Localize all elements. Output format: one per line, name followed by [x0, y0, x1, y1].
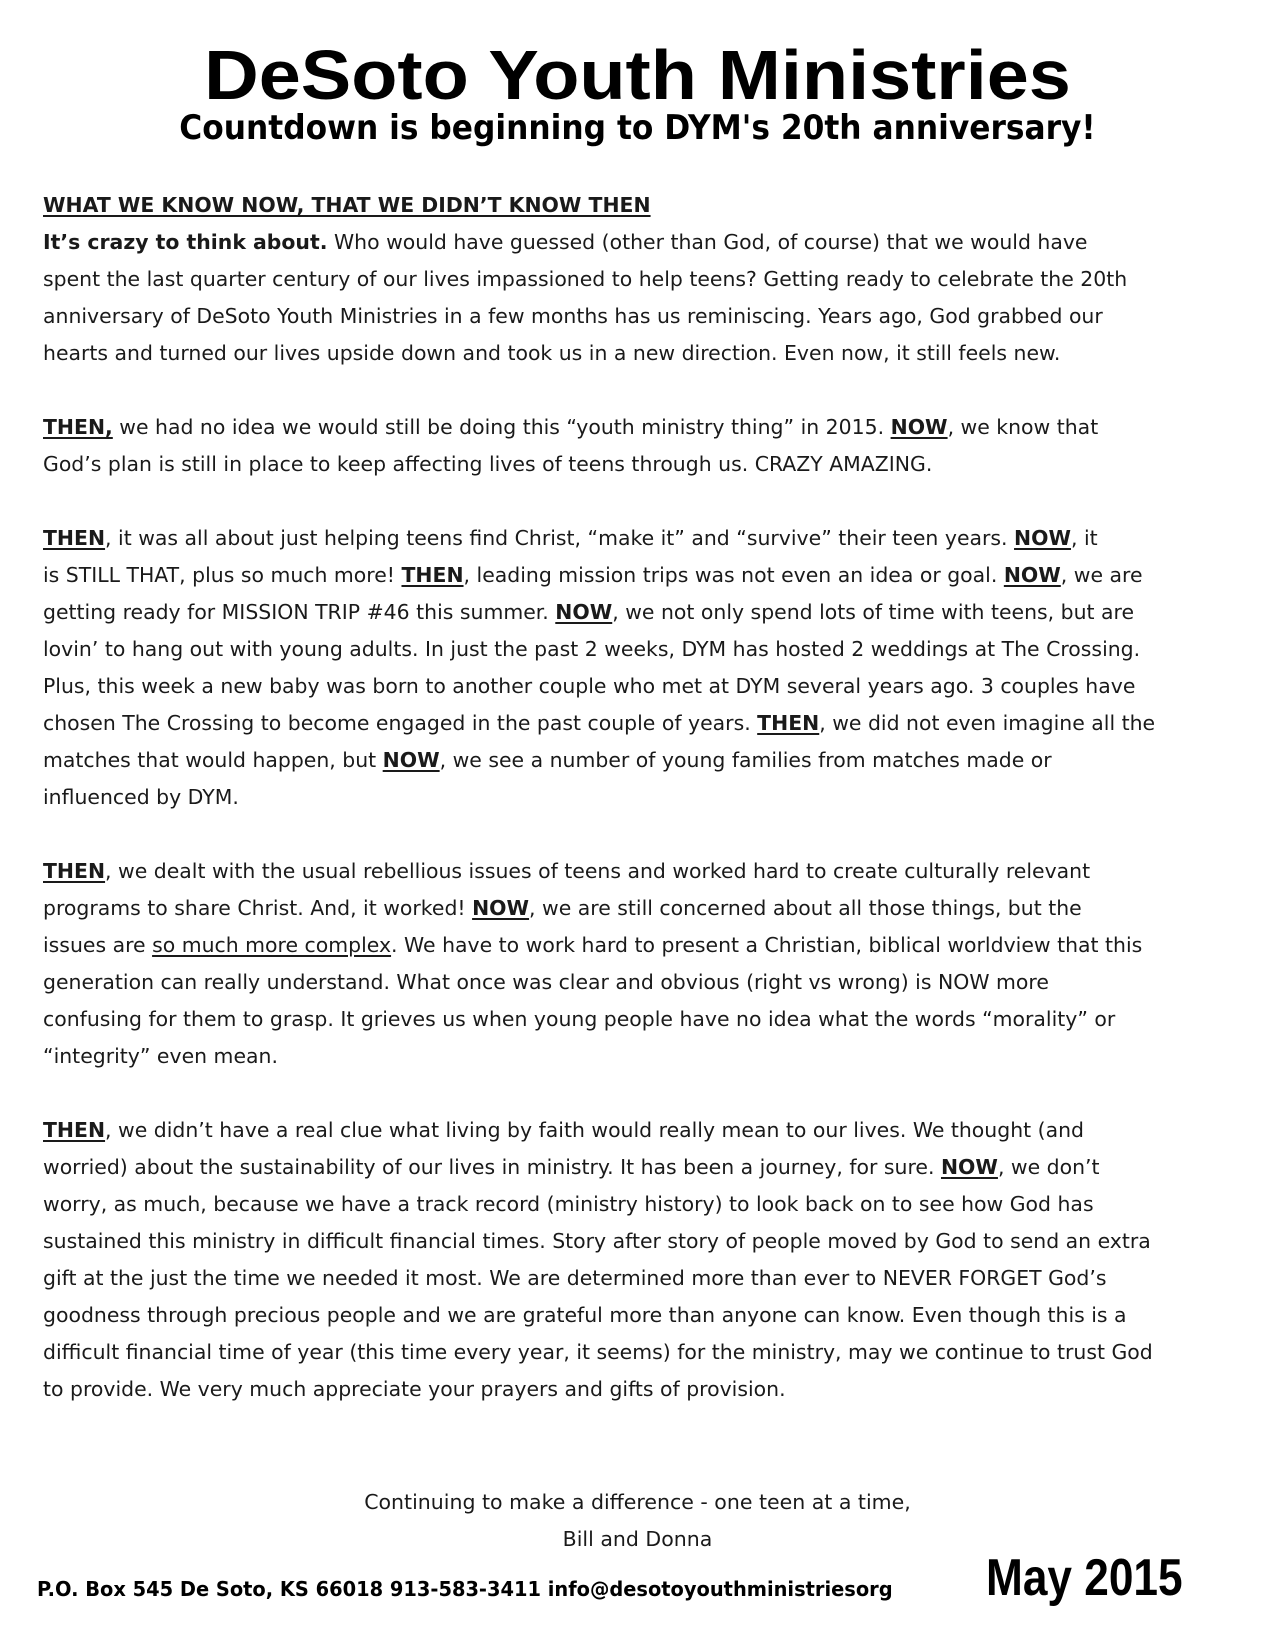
text: worried) about the sustainability of our lives in ministry. It has been a journey, for sure.	[43, 1155, 941, 1179]
then-keyword: THEN	[757, 711, 820, 735]
text: , we didn’t have a real clue what living by faith would really mean to our lives. We thought (and	[105, 1118, 1085, 1142]
paragraph-issues	[43, 853, 1243, 1075]
text: , we see a number of young families from matches made or	[439, 748, 1052, 772]
text-line: lovin’ to hang out with young adults. In just the past 2 weeks, DYM has hosted 2 weddings at The Crossing.	[43, 637, 1141, 661]
then-keyword: THEN,	[43, 415, 113, 439]
text: , we dealt with the usual rebellious issues of teens and worked hard to create culturally relevant	[105, 859, 1091, 883]
text-line: spent the last quarter century of our lives impassioned to help teens? Getting ready to celebrate the 20th	[43, 267, 1128, 291]
then-keyword: THEN	[401, 563, 464, 587]
text: getting ready for MISSION TRIP #46 this summer.	[43, 600, 556, 624]
closing-line: Continuing to make a difference - one teen at a time,	[364, 1490, 911, 1514]
text-line: generation can really understand. What once was clear and obvious (right vs wrong) is NOW more	[43, 970, 1049, 994]
text: Who would have guessed (other than God, of course) that we would have	[327, 230, 1088, 254]
text-line: goodness through precious people and we are grateful more than anyone can know. Even though this is a	[43, 1303, 1127, 1327]
now-keyword: NOW	[472, 896, 530, 920]
text-line: sustained this ministry in difficult financial times. Story after story of people moved by God to send an extra	[43, 1229, 1151, 1253]
text: chosen The Crossing to become engaged in the past couple of years.	[43, 711, 758, 735]
now-keyword: NOW	[1003, 563, 1061, 587]
now-keyword: NOW	[890, 415, 948, 439]
article-body	[43, 187, 1243, 1408]
text: . We have to work hard to present a Christian, biblical worldview that this	[391, 933, 1143, 957]
lead-sentence: It’s crazy to think about.	[43, 230, 328, 254]
text-line: hearts and turned our lives upside down and took us in a new direction. Even now, it still feels new.	[43, 341, 1061, 365]
text-line: worry, as much, because we have a track record (ministry history) to look back on to see how God has	[43, 1192, 1094, 1216]
then-keyword: THEN	[43, 859, 106, 883]
text: , leading mission trips was not even an idea or goal.	[463, 563, 1004, 587]
text: , we know that	[947, 415, 1099, 439]
text: , it	[1070, 526, 1098, 550]
paragraph-faith	[43, 1112, 1243, 1408]
newsletter-subtitle: Countdown is beginning to DYM's 20th anniversary!	[179, 108, 1096, 148]
text-line: influenced by DYM.	[43, 785, 239, 809]
text-line: confusing for them to grasp. It grieves us when young people have no idea what the words “morality” or	[43, 1007, 1116, 1031]
then-keyword: THEN	[43, 526, 106, 550]
paragraph-2015	[43, 409, 1243, 483]
article-heading: WHAT WE KNOW NOW, THAT WE DIDN’T KNOW THEN	[43, 193, 651, 217]
text: , we not only spend lots of time with teens, but are	[612, 600, 1135, 624]
paragraph-intro	[43, 224, 1243, 372]
text: we had no idea we would still be doing this “youth ministry thing” in 2015.	[112, 415, 891, 439]
text: issues are	[43, 933, 153, 957]
text-line: to provide. We very much appreciate your prayers and gifts of provision.	[43, 1377, 786, 1401]
now-keyword: NOW	[555, 600, 613, 624]
then-keyword: THEN	[43, 1118, 106, 1142]
text-line: Plus, this week a new baby was born to another couple who met at DYM several years ago. 3 couples have	[43, 674, 1136, 698]
text: , we are	[1060, 563, 1143, 587]
now-keyword: NOW	[940, 1155, 998, 1179]
text: , it was all about just helping teens find Christ, “make it” and “survive” their teen years.	[105, 526, 1015, 550]
signature: Bill and Donna	[562, 1527, 713, 1551]
text-line: anniversary of DeSoto Youth Ministries in a few months has us reminiscing. Years ago, God grabbed our	[43, 304, 1103, 328]
contact-info: P.O. Box 545 De Soto, KS 66018 913-583-3411 info@desotoyouthministriesorg	[37, 1577, 893, 1601]
now-keyword: NOW	[382, 748, 440, 772]
text: , we did not even imagine all the	[819, 711, 1156, 735]
paragraph-mission	[43, 520, 1243, 816]
text: , we don’t	[997, 1155, 1100, 1179]
text: , we are still concerned about all those things, but the	[529, 896, 1082, 920]
underlined-phrase: so much more complex	[152, 933, 392, 957]
text-line: difficult financial time of year (this time every year, it seems) for the ministry, may we continue to trust God	[43, 1340, 1153, 1364]
text: is STILL THAT, plus so much more!	[43, 563, 402, 587]
text-line: “integrity” even mean.	[43, 1044, 278, 1068]
text-line: God’s plan is still in place to keep affecting lives of teens through us. CRAZY AMAZING.	[43, 452, 933, 476]
issue-date: May 2015	[986, 1549, 1183, 1607]
organization-title: DeSoto Youth Ministries	[204, 36, 1071, 114]
now-keyword: NOW	[1014, 526, 1071, 550]
text: matches that would happen, but	[43, 748, 383, 772]
text-line: gift at the just the time we needed it most. We are determined more than ever to NEVER FORGET God’s	[43, 1266, 1107, 1290]
text: programs to share Christ. And, it worked!	[43, 896, 473, 920]
